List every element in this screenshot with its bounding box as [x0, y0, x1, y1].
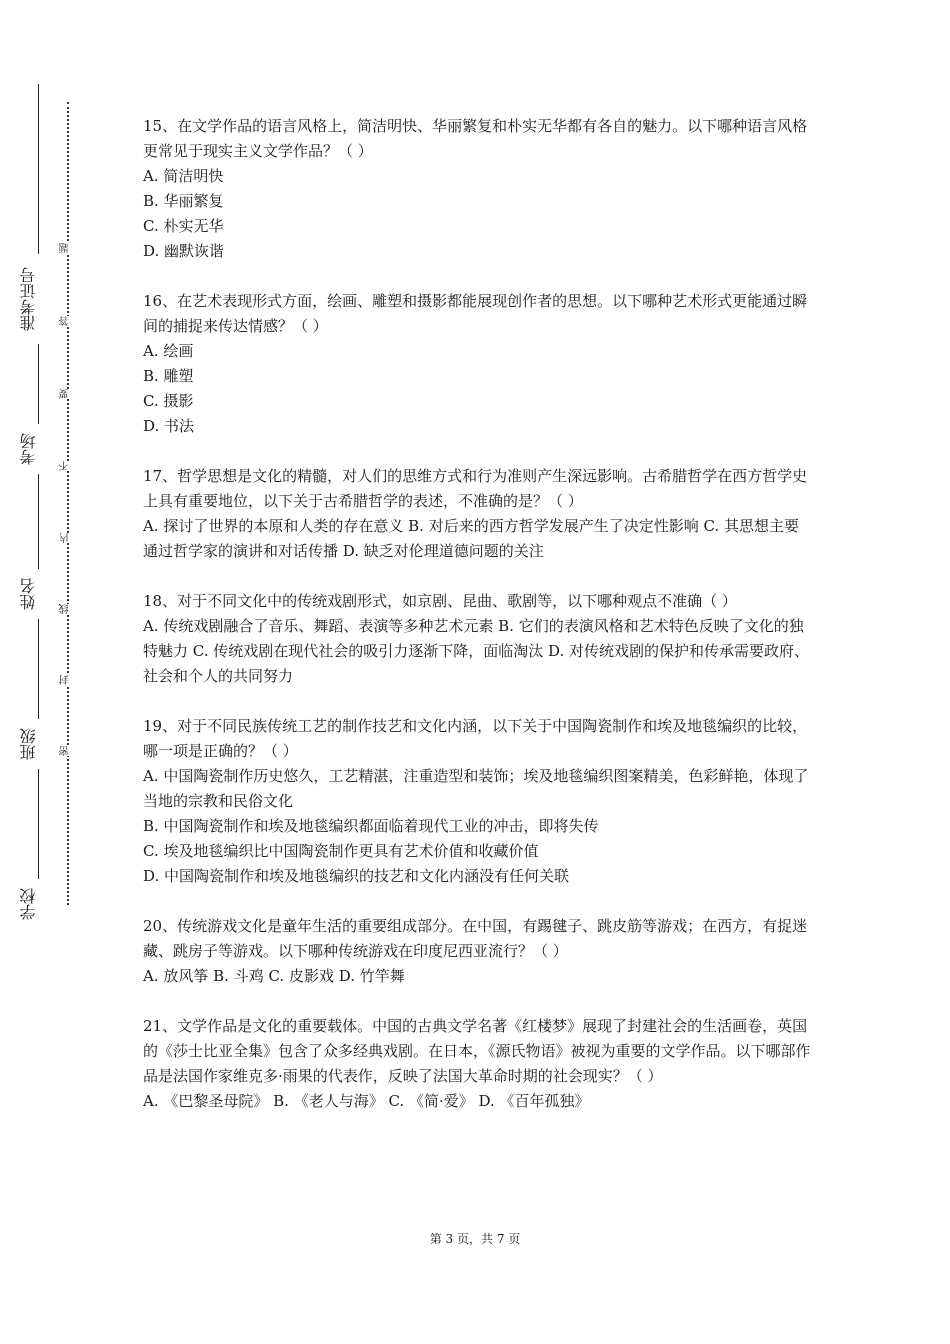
option-a: A. 中国陶瓷制作历史悠久，工艺精湛，注重造型和装饰；埃及地毯编织图案精美，色彩鲜艳，体现了当地的宗教和民俗文化 — [143, 767, 809, 810]
seal-char: 题 — [60, 243, 76, 253]
binding-line-4 — [38, 619, 39, 719]
option-b: B. 中国陶瓷制作和埃及地毯编织都面临着现代工业的冲击，即将失传 — [143, 817, 599, 835]
option-c: C. 摄影 — [143, 392, 194, 410]
option-c: C. 朴实无华 — [143, 217, 224, 235]
options-inline: A. 《巴黎圣母院》 B. 《老人与海》 C. 《简·爱》 D. 《百年孤独》 — [143, 1092, 590, 1110]
question-list — [143, 114, 811, 1139]
question-stem: 18、对于不同文化中的传统戏剧形式，如京剧、昆曲、歌剧等，以下哪种观点不准确（ ） — [143, 592, 737, 610]
question-stem: 19、对于不同民族传统工艺的制作技艺和文化内涵，以下关于中国陶瓷制作和埃及地毯编织的比较，哪一项是正确的？（ ） — [143, 717, 808, 760]
option-c: C. 埃及地毯编织比中国陶瓷制作更具有艺术价值和收藏价值 — [143, 842, 539, 860]
question-21 — [143, 1014, 811, 1114]
options-inline: A. 探讨了世界的本原和人类的存在意义 B. 对后来的西方哲学发展产生了决定性影响 C. 其思想主要通过哲学家的演讲和对话传播 D. 缺乏对伦理道德问题的关注 — [143, 517, 799, 560]
question-stem: 21、文学作品是文化的重要载体。中国的古典文学名著《红楼梦》展现了封建社会的生活画卷，英国的《莎士比亚全集》包含了众多经典戏剧。在日本，《源氏物语》被视为重要的文学作品。以下哪部作品是法国作家维克多·雨果的代表作，反映了法国大革命时期的社会现实？（ ） — [143, 1017, 811, 1085]
binding-line-3 — [38, 474, 39, 569]
school-label: 学校 — [19, 888, 38, 920]
exam-number-label: 准考证号 — [19, 267, 38, 331]
question-19 — [143, 714, 811, 889]
question-15 — [143, 114, 811, 264]
seal-char: 封 — [60, 675, 76, 685]
binding-line-2 — [38, 344, 39, 424]
seal-char: 不 — [60, 461, 76, 471]
options-inline: A. 传统戏剧融合了音乐、舞蹈、表演等多种艺术元素 B. 它们的表演风格和艺术特色反映了文化的独特魅力 C. 传统戏剧在现代社会的吸引力逐渐下降，面临淘汰 D. 对传统戏剧的保护和传承需要政府、社会和个人的共同努力 — [143, 617, 810, 685]
option-d: D. 中国陶瓷制作和埃及地毯编织的技艺和文化内涵没有任何关联 — [143, 867, 570, 885]
seal-char: 内 — [60, 533, 76, 543]
question-17 — [143, 464, 811, 564]
option-a: A. 简洁明快 — [143, 167, 224, 185]
name-label: 姓名 — [19, 578, 38, 610]
seal-char: 线 — [60, 604, 76, 614]
question-stem: 17、哲学思想是文化的精髓，对人们的思维方式和行为准则产生深远影响。古希腊哲学在西方哲学史上具有重要地位，以下关于古希腊哲学的表述，不准确的是？（ ） — [143, 467, 808, 510]
seal-char: 答 — [60, 316, 76, 326]
option-b: B. 华丽繁复 — [143, 192, 224, 210]
options-inline: A. 放风筝 B. 斗鸡 C. 皮影戏 D. 竹竿舞 — [143, 967, 405, 985]
question-stem: 15、在文学作品的语言风格上，简洁明快、华丽繁复和朴实无华都有各自的魅力。以下哪种语言风格更常见于现实主义文学作品？（ ） — [143, 117, 808, 160]
question-stem: 16、在艺术表现形式方面，绘画、雕塑和摄影都能展现创作者的思想。以下哪种艺术形式更能通过瞬间的捕捉来传达情感？（ ） — [143, 292, 808, 335]
seal-dotted-line — [67, 102, 69, 905]
seal-char: 密 — [60, 746, 76, 756]
binding-line-top — [38, 84, 39, 254]
option-d: D. 书法 — [143, 417, 195, 435]
seal-char: 要 — [60, 389, 76, 399]
question-20 — [143, 914, 811, 989]
page-number: 第 3 页，共 7 页 — [429, 1232, 521, 1246]
option-d: D. 幽默诙谐 — [143, 242, 225, 260]
exam-room-label: 考场 — [19, 433, 38, 465]
class-label: 班级 — [19, 728, 38, 760]
binding-margin — [0, 0, 110, 1344]
option-b: B. 雕塑 — [143, 367, 194, 385]
question-18 — [143, 589, 811, 689]
option-a: A. 绘画 — [143, 342, 194, 360]
binding-line-5 — [38, 769, 39, 879]
question-16 — [143, 289, 811, 439]
question-stem: 20、传统游戏文化是童年生活的重要组成部分。在中国，有踢毽子、跳皮筋等游戏；在西方，有捉迷藏、跳房子等游戏。以下哪种传统游戏在印度尼西亚流行？（ ） — [143, 917, 808, 960]
